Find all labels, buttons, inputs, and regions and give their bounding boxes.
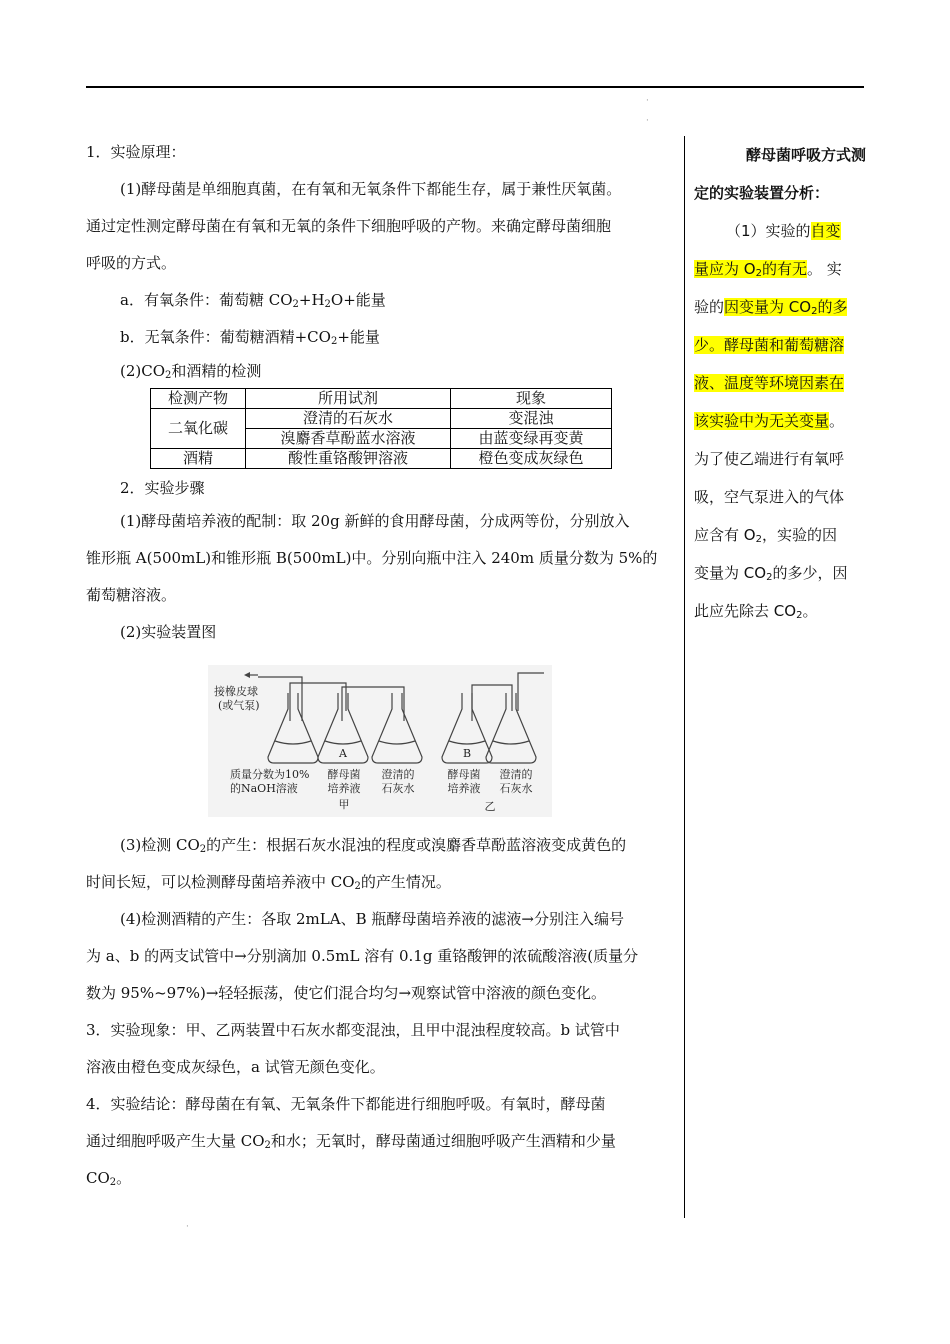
section-4-line: $CO_2$。 [86, 1169, 132, 1188]
apparatus-figure [208, 665, 552, 817]
side-line: 验的因变量为 $CO_2$的多 [694, 298, 848, 317]
side-title: 定的实验装置分析： [694, 184, 830, 202]
section-4-line: 4．实验结论：酵母菌在有氧、无氧条件下都能进行细胞呼吸。有氧时，酵母菌 [86, 1095, 606, 1113]
main-column [86, 134, 678, 1197]
apparatus-diagram [208, 665, 552, 817]
table-header: 检测产物 [151, 389, 246, 409]
speck: · [186, 1222, 189, 1232]
fig-label: 澄清的 [499, 768, 533, 781]
fig-label: 乙 [484, 800, 496, 813]
liquid-level [275, 741, 311, 744]
column-divider [684, 136, 685, 1218]
side-line: 量应为 $O_2$的有无。 实 [694, 260, 842, 279]
table-cell: 酒精 [151, 449, 246, 469]
principle-para-line: 通过定性测定酵母菌在有氧和无氧的条件下细胞呼吸的产物。来确定酵母菌细胞 [86, 217, 612, 235]
side-title: 酵母菌呼吸方式测 [745, 146, 866, 164]
liquid-level [325, 741, 361, 744]
step-3-line: (3)检测 $CO_2$的产生：根据石灰水混浊的程度或溴麝香草酚蓝溶液变成黄色的 [120, 836, 627, 855]
section-3-line: 3．实验现象：甲、乙两装置中石灰水都变混浊，且甲中混浊程度较高。b 试管中 [86, 1021, 620, 1039]
aerobic-equation: a．有氧条件：葡萄糖 $CO_2+H_2O+$能量 [120, 291, 386, 310]
side-line: 少。酵母菌和葡萄糖溶 [694, 336, 845, 354]
step-4-line: 数为 95%~97%)→轻轻振荡，使它们混合均匀→观察试管中溶液的颜色变化。 [86, 984, 607, 1002]
detection-table [150, 388, 612, 469]
step-1-line: 锥形瓶 A(500mL)和锥形瓶 B(500mL)中。分别向瓶中注入 240m 质量分数为 5%的 [86, 549, 658, 567]
side-line: 该实验中为无关变量。 [694, 412, 845, 430]
flask-lime-2 [486, 693, 536, 763]
step-4-line: 为 a、b 的两支试管中→分别滴加 0.5mL 溶有 0.1g 重铬酸钾的浓硫酸溶液(质量分 [86, 947, 639, 965]
liquid-level [493, 741, 529, 744]
section-1-title: 1．实验原理： [86, 143, 186, 161]
fig-label: (或气泵) [218, 699, 260, 712]
side-line: 液、温度等环境因素在 [694, 374, 845, 392]
liquid-level [449, 741, 485, 744]
step-4-line: (4)检测酒精的产生：各取 2mLA、B 瓶酵母菌培养液的滤液→分别注入编号 [120, 910, 624, 928]
table-cell: 橙色变成灰绿色 [451, 449, 612, 469]
side-line: 吸，空气泵进入的气体 [694, 488, 845, 506]
table-cell: 溴麝香草酚蓝水溶液 [246, 429, 451, 449]
step-2-heading: (2)实验装置图 [120, 623, 217, 641]
airflow-arrow-icon [244, 672, 250, 678]
step-3-line: 时间长短，可以检测酵母菌培养液中 $CO_2$的产生情况。 [86, 873, 451, 892]
speck: · [646, 116, 649, 126]
fig-label: 澄清的 [381, 768, 415, 781]
table-header: 现象 [451, 389, 612, 409]
fig-label: 的NaOH溶液 [230, 782, 298, 795]
section-3-line: 溶液由橙色变成灰绿色，a 试管无颜色变化。 [86, 1058, 385, 1076]
table-cell: 变混浊 [451, 409, 612, 429]
side-line: 应含有 $O_2$，实验的因 [694, 526, 837, 545]
fig-label: 培养液 [327, 782, 361, 795]
table-cell: 二氧化碳 [151, 409, 246, 449]
fig-label: 培养液 [447, 782, 481, 795]
anaerobic-equation: b．无氧条件：葡萄糖酒精$+CO_2+$能量 [120, 328, 380, 347]
side-notes [694, 136, 866, 630]
table-cell: 澄清的石灰水 [246, 409, 451, 429]
side-line: （1）实验的自变 [726, 222, 841, 240]
fig-label: 酵母菌 [447, 768, 481, 781]
side-line: 此应先除去 $CO_2$。 [694, 602, 818, 621]
fig-label: A [339, 747, 347, 760]
flask-lime-1 [372, 693, 422, 763]
table-header: 所用试剂 [246, 389, 451, 409]
flask-naoh [268, 693, 318, 763]
side-line: 变量为 $CO_2$的多少，因 [694, 564, 848, 583]
fig-label: 石灰水 [381, 782, 415, 795]
fig-label: 质量分数为10% [230, 768, 310, 781]
liquid-level [379, 741, 415, 744]
table-row [151, 449, 612, 469]
fig-label: B [462, 747, 472, 760]
fig-label: 酵母菌 [327, 768, 361, 781]
table-cell: 酸性重铬酸钾溶液 [246, 449, 451, 469]
speck: · [646, 96, 649, 106]
table-header-row [151, 389, 612, 409]
principle-para-line: 呼吸的方式。 [86, 254, 177, 272]
header-rule [86, 86, 864, 88]
section-2-title: 2．实验步骤 [120, 479, 205, 497]
fig-label: 甲 [338, 798, 350, 811]
fig-label: 石灰水 [499, 782, 533, 795]
section-4-line: 通过细胞呼吸产生大量 $CO_2$和水；无氧时，酵母菌通过细胞呼吸产生酒精和少量 [86, 1132, 616, 1151]
step-1-line: 葡萄糖溶液。 [86, 586, 177, 604]
fig-label: 接橡皮球 [214, 685, 258, 698]
tube [518, 673, 544, 711]
detection-heading: $(2)CO_2$和酒精的检测 [120, 362, 262, 381]
principle-para-line: (1)酵母菌是单细胞真菌，在有氧和无氧条件下都能生存，属于兼性厌氧菌。 [120, 180, 622, 198]
table-cell: 由蓝变绿再变黄 [451, 429, 612, 449]
table-row [151, 409, 612, 429]
step-1-line: (1)酵母菌培养液的配制：取 20g 新鲜的食用酵母菌，分成两等份，分别放入 [120, 512, 630, 530]
side-line: 为了使乙端进行有氧呼 [694, 450, 845, 468]
